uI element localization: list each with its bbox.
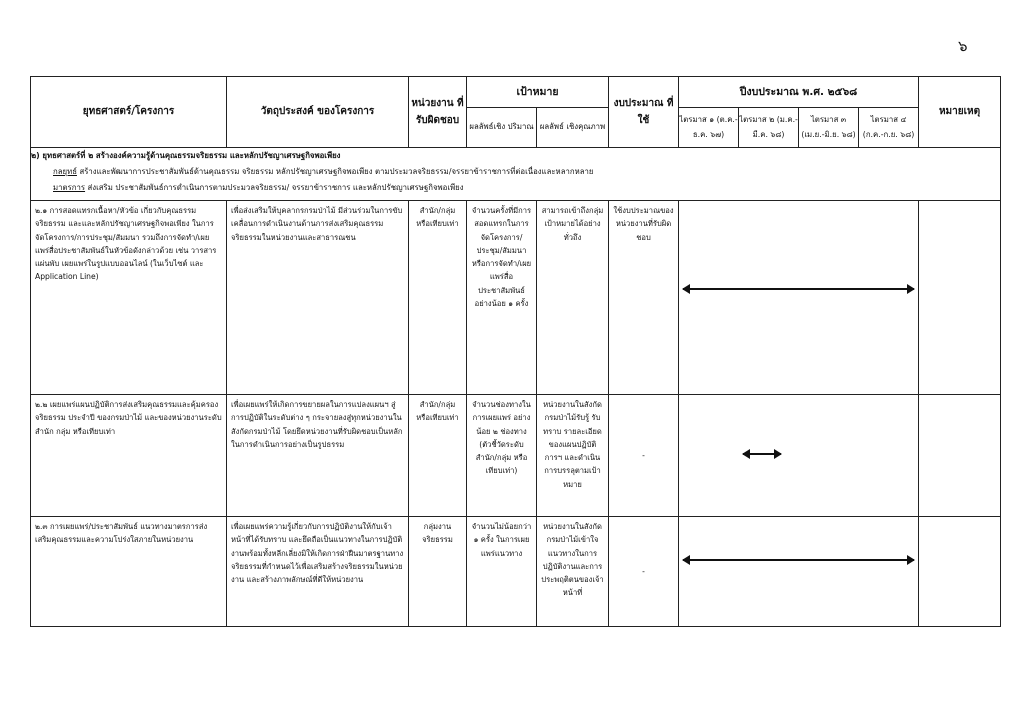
table-row — [31, 517, 1001, 627]
quality-cell: หน่วยงานในสังกัดกรมป่าไม้รับรู้ รับทราบ รายละเอียดของแผนปฏิบัติการฯ และดำเนินการบรรลุตามเป้าหมาย — [543, 400, 602, 489]
header-remark: หมายเหตุ — [919, 77, 1001, 148]
header-q2: ไตรมาส ๒ (ม.ค.-มี.ค. ๖๘) — [739, 108, 799, 148]
quality-cell: หน่วยงานในสังกัดกรมป่าไม้เข้าใจแนวทางในการปฏิบัติงานและการประพฤติตนของเจ้าหน้าที่ — [541, 522, 604, 598]
objective-cell: เพื่อเผยแพร่ความรู้เกี่ยวกับการปฏิบัติงานให้กับเจ้าหน้าที่ได้รับทราบ และยึดถือเป็นแนวทางในการปฏิบัติงานพร้อมทั้งหลีกเลี่ยงมิให้เกิดการฝ่าฝืนมาตรฐานทางจริยธรรมที่กำหนดไว้เพื่อเสริมสร้างจริยธรรมในหน่วยงาน และสร้างภาพลักษณ์ที่ดีให้หน่วยงาน — [231, 522, 404, 585]
table-row — [31, 395, 1001, 517]
project-cell: ๒.๒ เผยแพร่แผนปฏิบัติการส่งเสริมคุณธรรมและคุ้มครองจริยธรรม ประจำปี ของกรมป่าไม้ และของหน่วยงานระดับสำนัก กลุ่ม หรือเทียบเท่า — [35, 400, 222, 436]
strategy-section — [31, 148, 1001, 201]
remark-cell — [919, 517, 1001, 627]
budget-cell: ใช้งบประมาณของหน่วยงานที่รับผิดชอบ — [613, 206, 674, 242]
quantity-cell: จำนวนไม่น้อยกว่า ๑ ครั้ง ในการเผยแพร่แนวทาง — [471, 522, 532, 558]
budget-cell: - — [642, 450, 645, 460]
unit-cell: สำนัก/กลุ่ม หรือเทียบเท่า — [416, 400, 459, 423]
quantity-cell: จำนวนครั้งที่มีการสอดแทรกในการจัดโครงการ/ประชุม/สัมมนา หรือการจัดทำ/เผยแพร่สื่อประชาสัมพันธ์ อย่างน้อย ๑ ครั้ง — [471, 206, 532, 308]
remark-cell — [919, 395, 1001, 517]
project-cell: ๒.๓ การเผยแพร่/ประชาสัมพันธ์ แนวทางมาตรการส่งเสริมคุณธรรมและความโปร่งใสภายในหน่วยงาน — [35, 522, 208, 545]
header-target-quantity: ผลลัพธ์เชิง ปริมาณ — [467, 108, 537, 148]
header-objective: วัตถุประสงค์ ของโครงการ — [227, 77, 409, 148]
header-q1: ไตรมาส ๑ (ต.ค.-ธ.ค. ๖๗) — [679, 108, 739, 148]
header-unit: หน่วยงาน ที่ รับผิดชอบ — [409, 77, 467, 148]
objective-cell: เพื่อเผยแพร่ให้เกิดการขยายผลในการแปลงแผนฯ สู่การปฏิบัติในระดับต่าง ๆ กระจายลงสู่ทุกหน่วยงานในสังกัดกรมป่าไม้ โดยยึดหน่วยงานที่รับผิดชอบเป็นหลักในการดำเนินการอย่างเป็นรูปธรรม — [231, 400, 403, 449]
page-number: ๖ — [958, 37, 968, 55]
header-budget: งบประมาณ ที่ใช้ — [609, 77, 679, 148]
objective-cell: เพื่อส่งเสริมให้บุคลากรกรมป่าไม้ มีส่วนร่วมในการขับเคลื่อนการดำเนินงานด้านการส่งเสริมคุณธรรมจริยธรรมในหน่วยงานและสาธารณชน — [231, 206, 403, 242]
timeline-arrow — [683, 559, 915, 561]
strategy-title: ๒) ยุทธศาสตร์ที่ ๒ สร้างองค์ความรู้ด้านคุณธรรมจริยธรรม และหลักปรัชญาเศรษฐกิจพอเพียง — [31, 151, 341, 160]
quality-cell: สามารถเข้าถึงกลุ่มเป้าหมายได้อย่างทั่วถึง — [541, 206, 604, 242]
strategy-text: สร้างและพัฒนาการประชาสัมพันธ์ด้านคุณธรรม จริยธรรม หลักปรัชญาเศรษฐกิจพอเพียง ตามประมวลจริยธรรม/จรรยาข้าราชการที่ต่อเนื่องและหลากหลาย — [76, 166, 594, 176]
unit-cell: กลุ่มงาน จริยธรรม — [422, 522, 453, 545]
header-q4: ไตรมาส ๔ (ก.ค.-ก.ย. ๖๘) — [859, 108, 919, 148]
measure-text: ส่งเสริม ประชาสัมพันธ์การดำเนินการตามประมวลจริยธรรม/ จรรยาข้าราชการ และหลักปรัชญาเศรษฐกิจพอเพียง — [85, 182, 464, 192]
project-cell: ๒.๑ การสอดแทรกเนื้อหา/หัวข้อ เกี่ยวกับคุณธรรม จริยธรรม และและหลักปรัชญาเศรษฐกิจพอเพียง ในการจัดโครงการ/การประชุม/สัมมนา รวมถึงการจัดทำ/เผยแพร่สื่อประชาสัมพันธ์ในหัวข้อดังกล่าวด้วย เช่น วารสาร แผ่นพับ เผยแพร่ในรูปแบบออนไลน์ (ในเว็บไซต์ และ Application Line) — [35, 206, 217, 282]
budget-cell: - — [642, 566, 645, 576]
timeline-arrow — [683, 288, 915, 290]
measure-label: มาตรการ — [53, 182, 86, 192]
action-plan-table — [30, 76, 1001, 627]
strategy-line — [31, 164, 1000, 180]
header-target-quality: ผลลัพธ์ เชิงคุณภาพ — [537, 108, 609, 148]
header-target: เป้าหมาย — [467, 77, 609, 108]
header-fiscal-year: ปีงบประมาณ พ.ศ. ๒๕๖๘ — [679, 77, 919, 108]
strategy-label: กลยุทธ์ — [53, 166, 77, 176]
timeline-cell — [679, 395, 918, 516]
timeline-arrow — [743, 453, 781, 455]
remark-cell — [919, 201, 1001, 395]
measure-line — [31, 180, 1000, 196]
timeline-cell — [679, 517, 918, 626]
timeline-cell — [679, 201, 918, 394]
header-q3: ไตรมาส ๓ (เม.ย.-มิ.ย. ๖๘) — [799, 108, 859, 148]
header-strategy: ยุทธศาสตร์/โครงการ — [31, 77, 227, 148]
quantity-cell: จำนวนช่องทางในการเผยแพร่ อย่างน้อย ๒ ช่องทาง (ตัวชี้วัดระดับสำนัก/กลุ่ม หรือเทียบเท่า) — [472, 400, 531, 476]
unit-cell: สำนัก/กลุ่ม หรือเทียบเท่า — [416, 206, 459, 229]
table-row — [31, 201, 1001, 395]
